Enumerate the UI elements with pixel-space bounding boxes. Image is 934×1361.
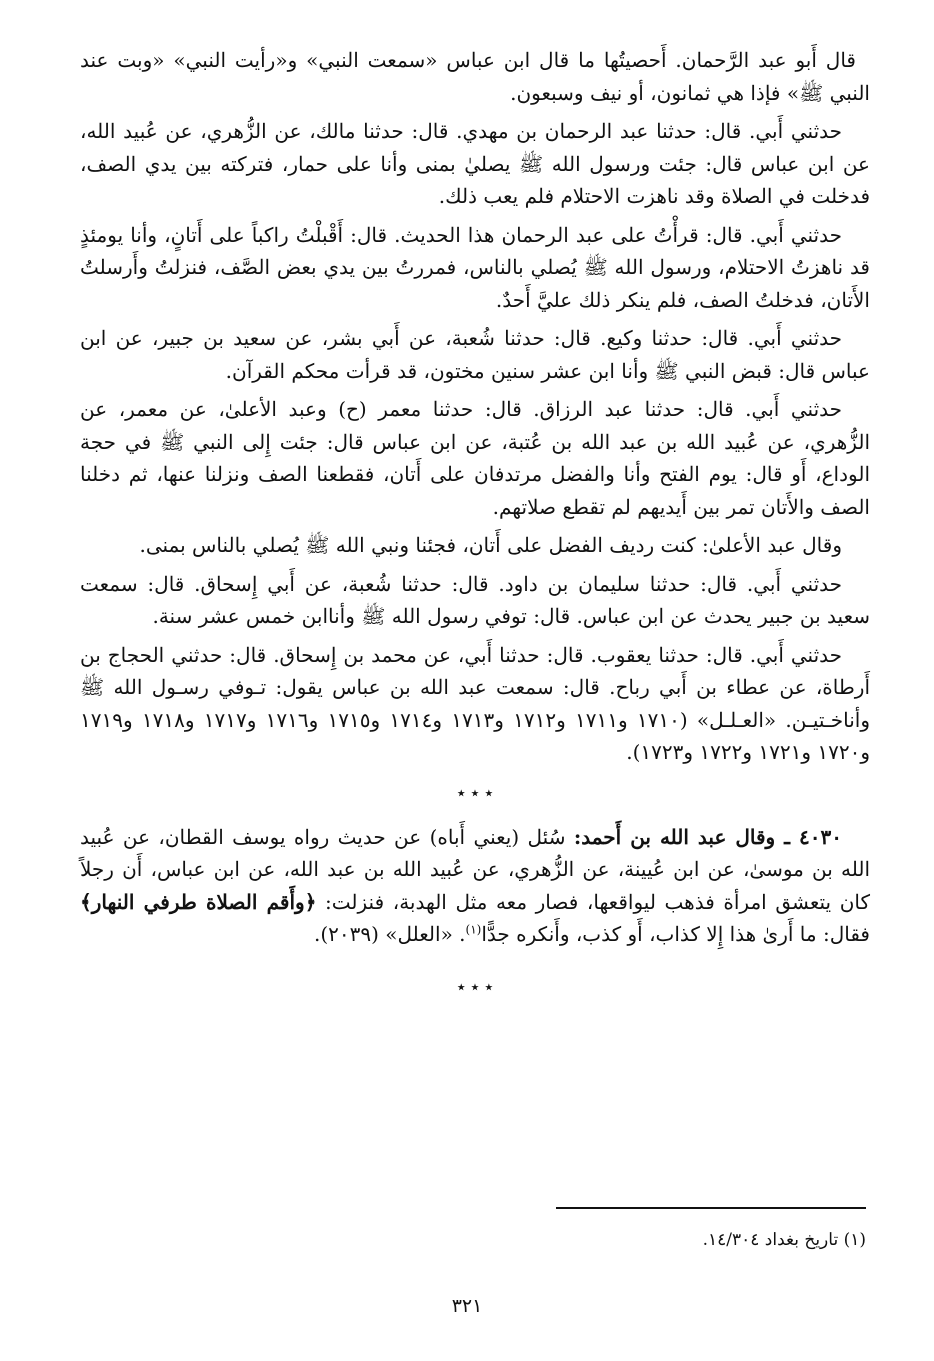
paragraph-8: حدثني أَبي. قال: حدثنا يعقوب. قال: حدثنا أَبي، عن محمد بن إِسحاق. قال: حدثني الحجاج بن أَرطاة، عن عطاء بن أَبي رباح. قال: سمعت عبد الله بن عباس يقول: تـوفي رسـول الله ﷺ وأناخـتيـن. «العـلـل» (١٧١٠ و١٧١١ و١٧١٢ و١٧١٣ و١٧١٤ و١٧١٥ و١٧١٦ و١٧١٧ و١٧١٨ و١٧١٩ و١٧٢٠ و١٧٢١ و١٧٢٢ و١٧٢٣). <box>80 642 871 764</box>
section-separator-2: ٭ ٭ ٭ <box>456 976 494 996</box>
paragraph-5: حدثني أَبي. قال: حدثنا عبد الرزاق. قال: حدثنا معمر (ح) وعبد الأعلىٰ، عن معمر، عن الزُّهري، عن عُبيد الله بن عبد الله بن عُتبة، عن ابن عباس قال: جئت إِلى النبي ﷺ في حجة الوداع، أَو قال: يوم الفتح وأنا والفضل مرتدفان على أَتان، فقطعنا الصف ونزلنا عنها، ثم دخلنا الصف والأَتان تمر بين أَيديهم لم تقطع صلاتهم. <box>80 397 870 519</box>
paragraph-4: حدثني أَبي. قال: حدثنا وكيع. قال: حدثنا شُعبة، عن أَبي بشر، عن سعيد بن جبير، عن ابن عباس قال: قبض النبي ﷺ وأنا ابن عشر سنين مختون، قد قرأت محكم القرآن. <box>80 326 870 383</box>
entry-4030 <box>80 821 870 951</box>
page-body <box>80 44 870 1033</box>
page-number: ٣٢١ <box>451 1295 483 1317</box>
section-separator: ٭ ٭ ٭ <box>456 782 494 802</box>
footnote: (١) تاريخ بغداد ١٤/٣٠٤. <box>702 1230 866 1250</box>
footnote-divider <box>556 1207 866 1209</box>
paragraph-1: قال أَبو عبد الرَّحمان. أَحصيتُها ما قال ابن عباس «سمعت النبي» و«رأيت النبي» «وبت عند النبي ﷺ» فإذا هي ثمانون، أو نيف وسبعون. <box>80 48 870 105</box>
paragraph-7: حدثني أَبي. قال: حدثنا سليمان بن داود. قال: حدثنا شُعبة، عن أَبي إِسحاق. قال: سمعت سعيد بن جبير يحدث عن ابن عباس. قال: توفي رسول الله ﷺ وأناابن خمس عشر سنة. <box>80 571 870 628</box>
entry-text-end: . «العلل» (٢٠٣٩). <box>313 922 466 946</box>
entry-text-before-quote: سُئل (يعني أَباه) عن حديث رواه يوسف القطان، عن عُبيد الله بن موسىٰ، عن ابن عُيينة، عن الزُّهري، عن عُبيد الله بن عبد الله، عن ابن عباس، أَن رجلاً كان يتعشق امرأة فذهب ليواقعها، فصار معه مثل الهدبة، فنزلت: <box>80 824 870 914</box>
paragraph-3: حدثني أَبي. قال: قرأْتُ على عبد الرحمان هذا الحديث. قال: أَقْبلْتُ راكباً على أَتانٍ، وأنا يومئذٍ قد ناهزتُ الاحتلام، ورسول الله ﷺ يُصلي بالناس، فمررتُ بين يدي بعض الصَّف، فنزلتُ وأَرسلتُ الأَتان، فدخلتُ الصف، فلم ينكر ذلك عليَّ أَحدٌ. <box>80 222 870 312</box>
quran-quote: ﴿وأَقم الصلاة طرفي النهار﴾ <box>80 889 317 914</box>
paragraph-2: حدثني أَبي. قال: حدثنا عبد الرحمان بن مهدي. قال: حدثنا مالك، عن الزُّهري، عن عُبيد الله، عن ابن عباس قال: جئت ورسول الله ﷺ يصليٰ بمنى وأنا على حمار، فتركته بين يدي الصف، فدخلت في الصلاة وقد ناهزت الاحتلام فلم يعب ذلك. <box>80 119 870 208</box>
paragraph-6: وقال عبد الأعلىٰ: كنت رديف الفضل على أَتان، فجئنا ونبي الله ﷺ يُصلي بالناس بمنى. <box>139 533 842 557</box>
footnote-reference[interactable]: (١) <box>465 922 482 937</box>
entry-lead: ٤٠٣٠ ـ وقال عبد الله بن أَحمد: <box>573 824 842 849</box>
entry-text-after-quote: فقال: ما أَرىٰ هذا إِلا كذاب، أَو كذب، وأَنكره جدًّا <box>481 922 870 946</box>
